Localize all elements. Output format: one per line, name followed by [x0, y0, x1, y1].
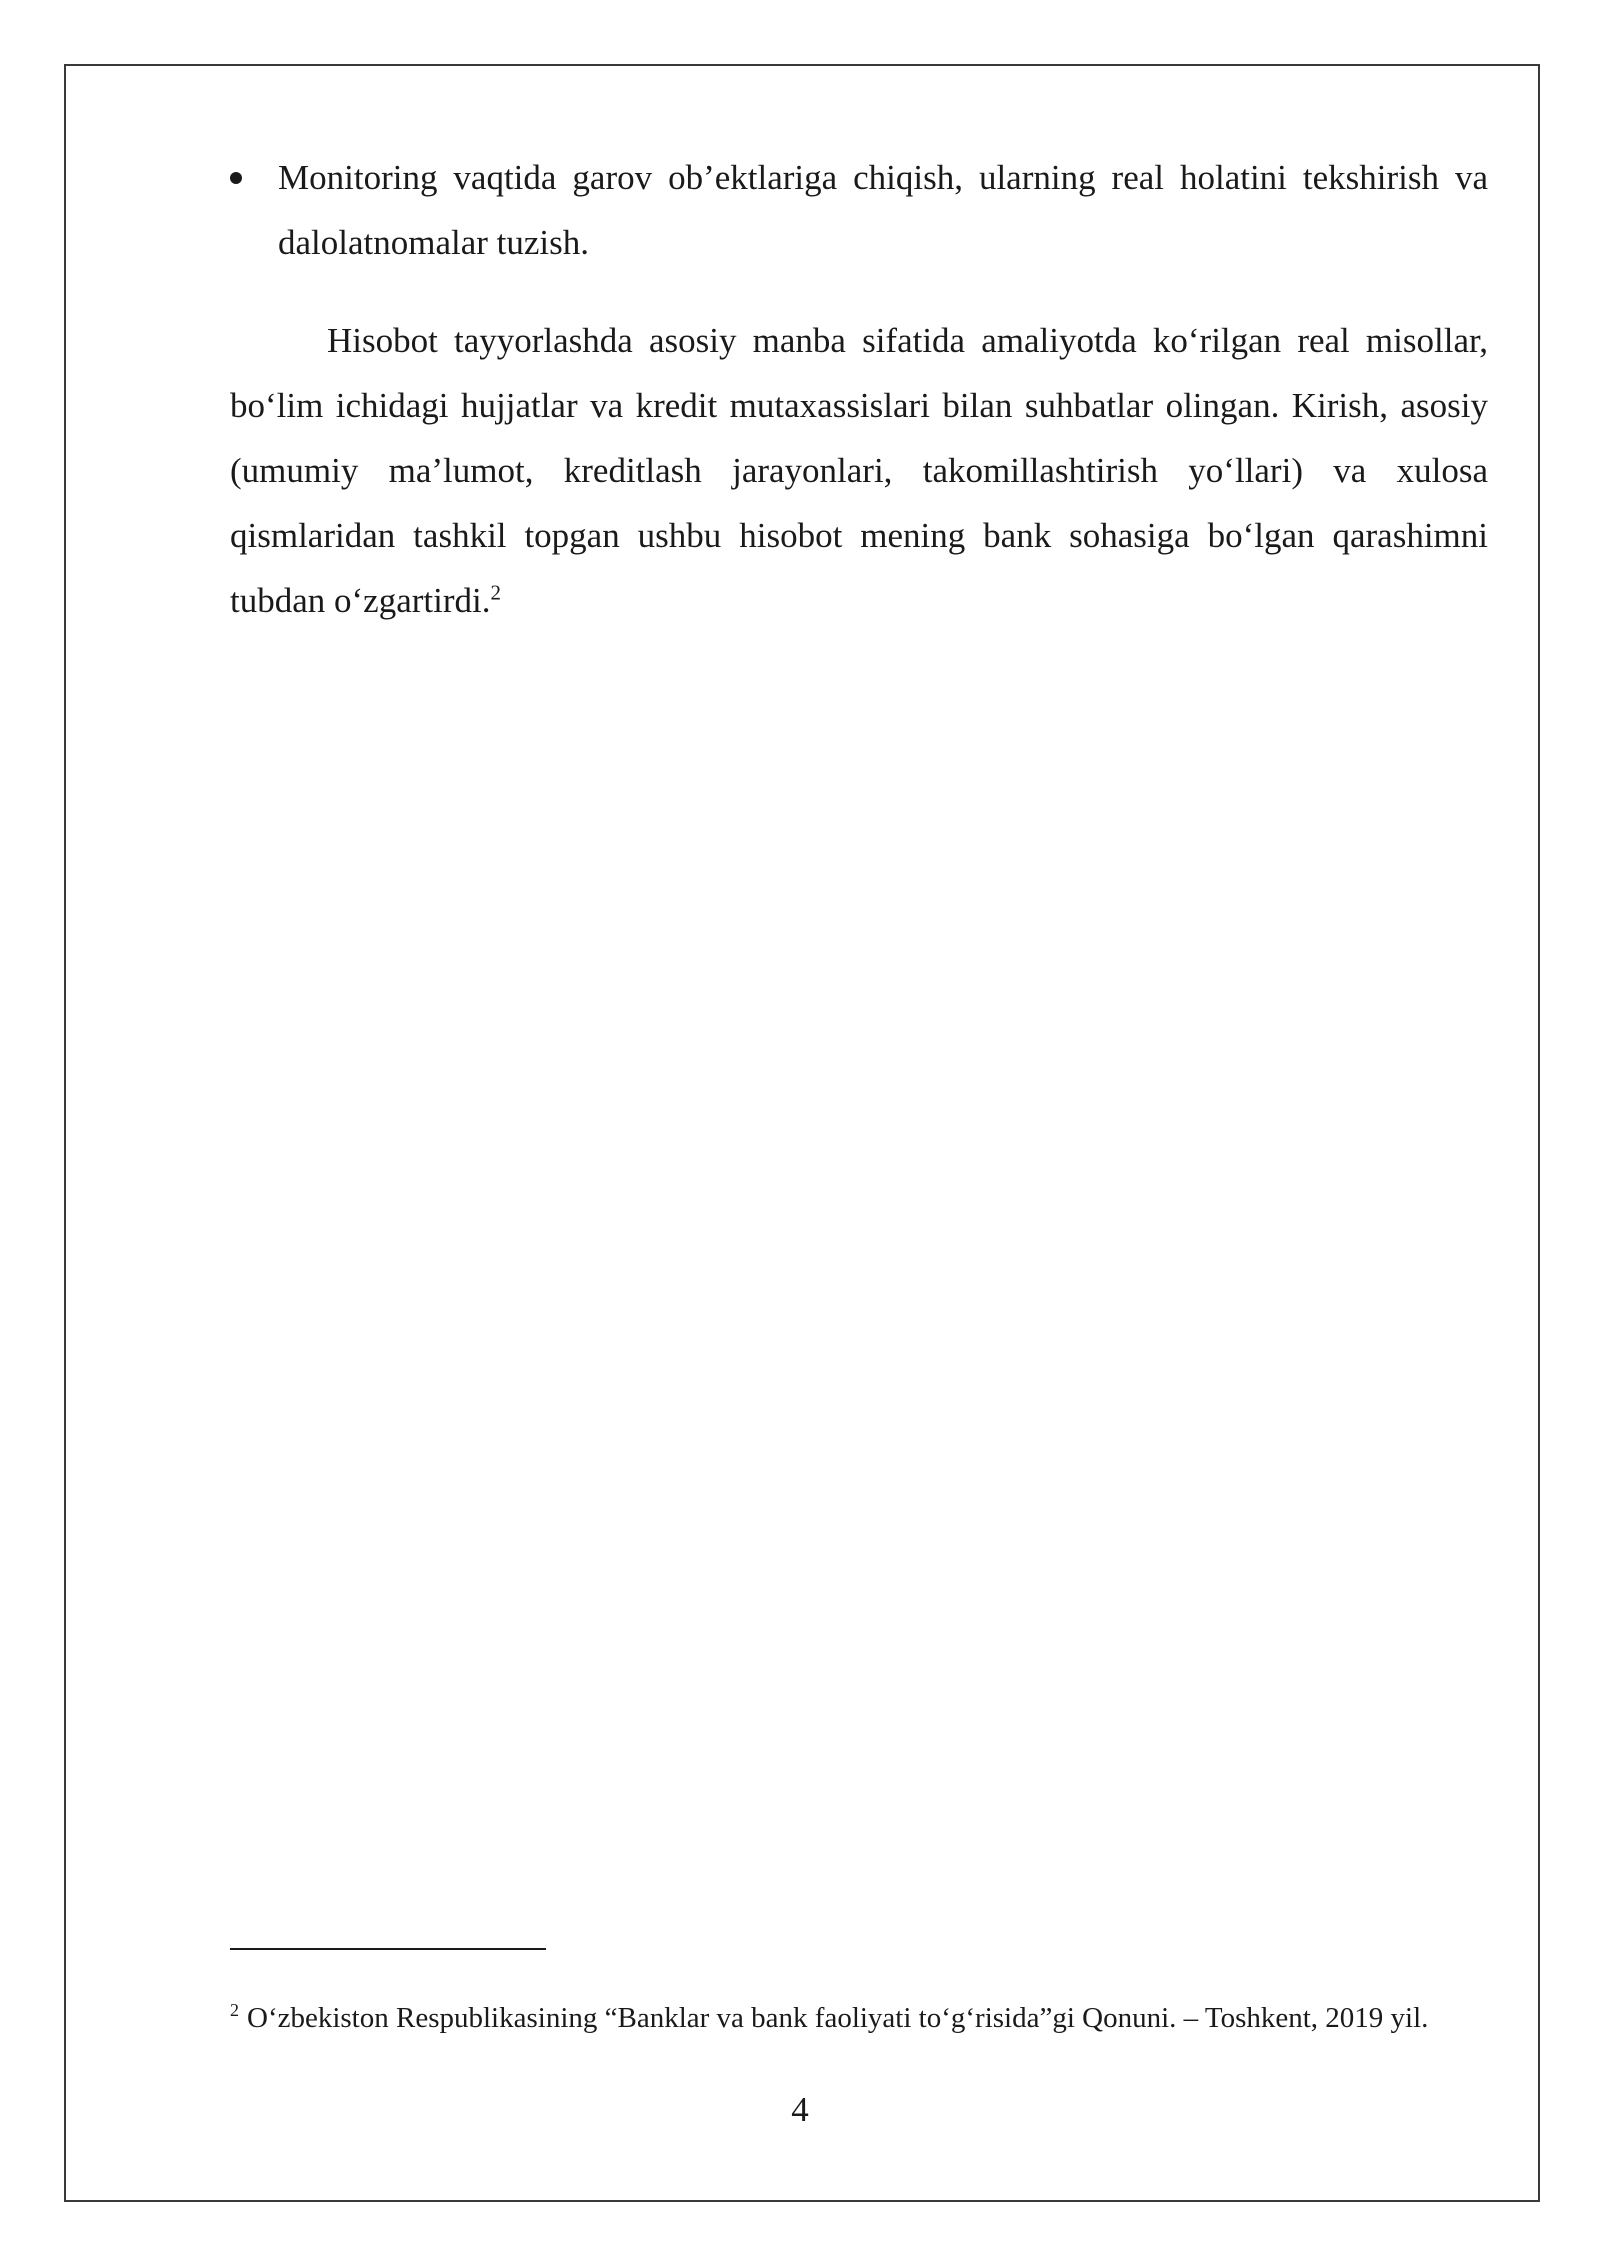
footnote-reference[interactable]: 2 — [490, 580, 501, 605]
bullet-item-text: Monitoring vaqtida garov ob’ektlariga chiqish, ularning real holatini tekshirish va dalolatnomalar tuzish. — [278, 158, 1488, 262]
page-body — [230, 145, 1488, 633]
page-number: 4 — [791, 2090, 809, 2129]
footnote-marker: 2 — [230, 2000, 239, 2021]
bullet-item — [230, 145, 1488, 275]
footnote-separator — [230, 1948, 546, 1950]
bullet-icon — [230, 172, 242, 184]
body-paragraph-text: Hisobot tayyorlashda asosiy manba sifatida amaliyotda ko‘rilgan real misollar, bo‘lim ichidagi hujjatlar va kredit mutaxassislari bilan suhbatlar olingan. Kirish, asosiy (umumiy ma’lumot, kreditlash jarayonlari, takomillashtirish yo‘llari) va xulosa qismlaridan tashkil topgan ushbu hisobot mening bank sohasiga bo‘lgan qarashimni tubdan o‘zgartirdi. — [230, 321, 1488, 620]
body-paragraph — [230, 308, 1488, 633]
footnote — [230, 1990, 1488, 2046]
footnote-text: O‘zbekiston Respublikasining “Banklar va bank faoliyati to‘g‘risida”gi Qonuni. – Toshkent, 2019 yil. — [247, 2002, 1429, 2034]
